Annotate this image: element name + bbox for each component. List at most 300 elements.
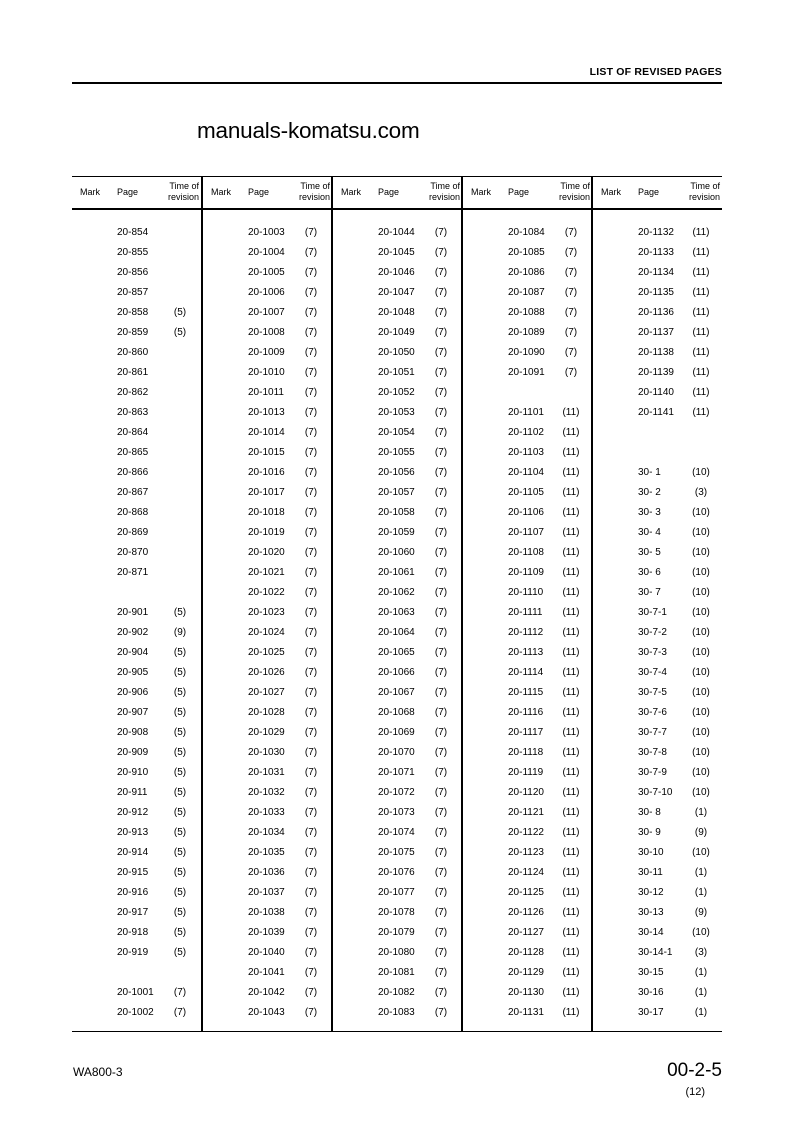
mark-header: Mark	[211, 187, 231, 197]
table-row	[72, 807, 202, 821]
page-cell: 20-1119	[508, 767, 544, 778]
table-row	[463, 707, 593, 721]
revision-cell: (7)	[304, 747, 318, 758]
page-cell: 20-1009	[248, 347, 285, 358]
page-cell: 30-7-8	[638, 747, 667, 758]
revision-cell: (7)	[434, 527, 448, 538]
table-row	[333, 367, 463, 381]
table-row	[333, 647, 463, 661]
page-cell: 20-1002	[117, 1007, 154, 1018]
revision-cell: (5)	[173, 667, 187, 678]
page-cell: 20-1061	[378, 567, 415, 578]
table-row	[203, 447, 333, 461]
page-cell: 20-909	[117, 747, 149, 758]
table-row	[333, 407, 463, 421]
revision-cell: (10)	[692, 927, 710, 938]
table-row	[333, 747, 463, 761]
page-cell: 20-855	[117, 247, 149, 258]
table-row	[463, 407, 593, 421]
table-row	[593, 987, 723, 1001]
page-cell: 20-1020	[248, 547, 285, 558]
table-row	[203, 747, 333, 761]
time-of-revision-header	[168, 181, 199, 203]
page-cell: 20-867	[117, 487, 149, 498]
table-row	[463, 667, 593, 681]
revision-cell: (7)	[434, 807, 448, 818]
revision-cell: (7)	[434, 687, 448, 698]
page-cell: 20-1120	[508, 787, 544, 798]
table-row	[203, 527, 333, 541]
revision-cell: (11)	[562, 907, 580, 918]
time-of-revision-header	[299, 181, 330, 203]
revision-cell: (11)	[562, 567, 580, 578]
table-row	[72, 707, 202, 721]
page-cell: 20-1039	[248, 927, 285, 938]
page-cell: 20-870	[117, 547, 149, 558]
table-row	[333, 567, 463, 581]
table-row	[333, 447, 463, 461]
revision-cell: (7)	[173, 987, 187, 998]
page-cell: 20-1127	[508, 927, 544, 938]
time-header-line1: Time of	[300, 181, 330, 191]
table-row	[72, 327, 202, 341]
revision-cell: (7)	[304, 287, 318, 298]
page-header: Page	[248, 187, 270, 197]
revision-cell: (11)	[562, 447, 580, 458]
footer-model: WA800-3	[73, 1065, 123, 1079]
revision-cell: (5)	[173, 307, 187, 318]
page-cell: 20-871	[117, 567, 149, 578]
revision-cell: (11)	[562, 627, 580, 638]
table-row	[203, 367, 333, 381]
revision-cell: (7)	[304, 787, 318, 798]
revision-cell: (7)	[304, 327, 318, 338]
page-header: Page	[508, 187, 530, 197]
revision-cell: (7)	[434, 227, 448, 238]
time-header-line2: revision	[558, 192, 590, 202]
revision-cell: (7)	[434, 547, 448, 558]
table-row	[72, 507, 202, 521]
revision-cell: (7)	[434, 467, 448, 478]
revision-cell: (7)	[564, 347, 578, 358]
page-cell: 20-1038	[248, 907, 285, 918]
table-row	[72, 907, 202, 921]
table-row	[203, 707, 333, 721]
revision-cell: (7)	[434, 347, 448, 358]
table-row	[463, 427, 593, 441]
revision-cell: (7)	[564, 267, 578, 278]
table-row	[463, 227, 593, 241]
page-cell: 20-854	[117, 227, 149, 238]
page-cell: 20-1070	[378, 747, 415, 758]
revision-cell: (11)	[562, 667, 580, 678]
table-row	[593, 767, 723, 781]
table-row	[203, 467, 333, 481]
column-group	[201, 177, 333, 1031]
revision-cell: (7)	[304, 267, 318, 278]
table-row	[333, 807, 463, 821]
table-row	[72, 347, 202, 361]
table-row	[463, 547, 593, 561]
table-row	[593, 787, 723, 801]
watermark: manuals-komatsu.com	[197, 118, 420, 143]
table-row	[463, 687, 593, 701]
revision-cell: (7)	[304, 667, 318, 678]
table-row	[333, 487, 463, 501]
revision-cell: (9)	[694, 907, 708, 918]
page-cell: 30- 3	[638, 507, 661, 518]
page-cell: 20-1139	[638, 367, 674, 378]
table-row	[463, 827, 593, 841]
revision-cell: (5)	[173, 327, 187, 338]
table-row	[72, 887, 202, 901]
column-header	[333, 177, 463, 208]
revision-cell: (7)	[304, 307, 318, 318]
page-cell: 20-1133	[638, 247, 674, 258]
page-cell: 20-1029	[248, 727, 285, 738]
table-row	[593, 667, 723, 681]
table-row	[593, 467, 723, 481]
revision-cell: (7)	[434, 707, 448, 718]
revision-cell: (7)	[434, 907, 448, 918]
page-cell: 20-1102	[508, 427, 544, 438]
page-cell: 20-1006	[248, 287, 285, 298]
page-cell: 20-1001	[117, 987, 154, 998]
table-row	[463, 327, 593, 341]
table-row	[593, 747, 723, 761]
page-cell: 20-1023	[248, 607, 285, 618]
revision-cell: (1)	[694, 967, 708, 978]
column-header	[593, 177, 723, 208]
revision-cell: (7)	[304, 647, 318, 658]
revised-pages-table	[72, 176, 722, 1032]
table-row	[333, 387, 463, 401]
table-row	[333, 467, 463, 481]
page-cell: 20-1021	[248, 567, 285, 578]
page-cell: 20-1008	[248, 327, 285, 338]
revision-cell: (5)	[173, 887, 187, 898]
table-row	[72, 487, 202, 501]
table-row	[463, 727, 593, 741]
table-row	[72, 967, 202, 981]
revision-cell: (7)	[173, 1007, 187, 1018]
table-row	[72, 447, 202, 461]
revision-cell: (7)	[434, 407, 448, 418]
revision-cell: (11)	[562, 707, 580, 718]
page-cell: 20-862	[117, 387, 149, 398]
table-row	[463, 1007, 593, 1021]
page-cell: 20-1141	[638, 407, 674, 418]
page-cell: 20-1022	[248, 587, 285, 598]
revision-cell: (11)	[562, 587, 580, 598]
table-row	[72, 747, 202, 761]
table-row	[463, 887, 593, 901]
table-row	[203, 507, 333, 521]
page-cell: 20-1065	[378, 647, 415, 658]
page-cell: 20-1037	[248, 887, 285, 898]
page-cell: 20-1130	[508, 987, 544, 998]
table-row	[593, 907, 723, 921]
revision-cell: (1)	[694, 1007, 708, 1018]
time-header-line2: revision	[428, 192, 460, 202]
revision-cell: (7)	[304, 487, 318, 498]
table-row	[72, 227, 202, 241]
time-header-line1: Time of	[690, 181, 720, 191]
revision-cell: (11)	[562, 767, 580, 778]
page-cell: 20-916	[117, 887, 149, 898]
page-cell: 20-1069	[378, 727, 415, 738]
page-cell: 30-7-5	[638, 687, 667, 698]
table-row	[203, 627, 333, 641]
revision-cell: (11)	[562, 747, 580, 758]
table-row	[593, 967, 723, 981]
table-row	[203, 947, 333, 961]
revision-cell: (7)	[304, 827, 318, 838]
table-row	[593, 707, 723, 721]
revision-cell: (11)	[692, 387, 710, 398]
page-cell: 20-1104	[508, 467, 544, 478]
revision-cell: (7)	[304, 607, 318, 618]
table-row	[463, 347, 593, 361]
page-cell: 20-1090	[508, 347, 545, 358]
revision-cell: (10)	[692, 527, 710, 538]
revision-cell: (5)	[173, 747, 187, 758]
table-row	[593, 387, 723, 401]
page-cell: 30-15	[638, 967, 664, 978]
page-cell: 20-901	[117, 607, 149, 618]
table-row	[72, 727, 202, 741]
table-row	[593, 567, 723, 581]
page-cell: 20-1077	[378, 887, 415, 898]
table-row	[203, 547, 333, 561]
time-header-line2: revision	[167, 192, 199, 202]
page-cell: 20-1068	[378, 707, 415, 718]
page-cell: 20-1075	[378, 847, 415, 858]
page-cell: 20-1014	[248, 427, 285, 438]
revision-cell: (7)	[304, 727, 318, 738]
table-row	[463, 387, 593, 401]
table-row	[203, 607, 333, 621]
page-cell: 30- 7	[638, 587, 661, 598]
revision-cell: (5)	[173, 947, 187, 958]
revision-cell: (11)	[562, 1007, 580, 1018]
table-row	[593, 587, 723, 601]
revision-cell: (5)	[173, 827, 187, 838]
page-cell: 30- 9	[638, 827, 661, 838]
table-row	[593, 307, 723, 321]
page-cell: 20-1088	[508, 307, 545, 318]
table-row	[333, 547, 463, 561]
table-row	[203, 667, 333, 681]
revision-cell: (5)	[173, 707, 187, 718]
revision-cell: (7)	[304, 247, 318, 258]
revision-cell: (10)	[692, 787, 710, 798]
page-cell: 20-1053	[378, 407, 415, 418]
revision-cell: (7)	[304, 447, 318, 458]
revision-cell: (11)	[562, 827, 580, 838]
table-row	[593, 327, 723, 341]
page-header: Page	[378, 187, 400, 197]
page-cell: 20-1080	[378, 947, 415, 958]
page-cell: 20-1112	[508, 627, 544, 638]
table-row	[203, 847, 333, 861]
page-cell: 30-13	[638, 907, 664, 918]
page-cell: 20-1078	[378, 907, 415, 918]
table-row	[203, 1007, 333, 1021]
revision-cell: (11)	[562, 427, 580, 438]
revision-cell: (11)	[562, 867, 580, 878]
page-cell: 20-1042	[248, 987, 285, 998]
revision-cell: (10)	[692, 547, 710, 558]
page-cell: 20-914	[117, 847, 149, 858]
revision-cell: (11)	[692, 287, 710, 298]
table-row	[593, 647, 723, 661]
page-cell: 20-1047	[378, 287, 415, 298]
revision-cell: (1)	[694, 887, 708, 898]
page-cell: 20-1058	[378, 507, 415, 518]
page-cell: 20-1018	[248, 507, 285, 518]
page-cell: 20-863	[117, 407, 149, 418]
table-row	[203, 887, 333, 901]
revision-cell: (11)	[562, 847, 580, 858]
page-cell: 20-1114	[508, 667, 544, 678]
table-row	[463, 747, 593, 761]
revision-cell: (11)	[562, 687, 580, 698]
table-row	[333, 727, 463, 741]
revision-cell: (10)	[692, 767, 710, 778]
page-cell: 20-1060	[378, 547, 415, 558]
time-header-line1: Time of	[430, 181, 460, 191]
page-cell: 20-1046	[378, 267, 415, 278]
page-cell: 20-1118	[508, 747, 544, 758]
revision-cell: (1)	[694, 987, 708, 998]
table-row	[463, 907, 593, 921]
table-row	[593, 267, 723, 281]
table-row	[72, 467, 202, 481]
header-rule	[72, 82, 722, 84]
table-row	[333, 1007, 463, 1021]
revision-cell: (7)	[564, 287, 578, 298]
revision-cell: (11)	[562, 647, 580, 658]
page-cell: 20-910	[117, 767, 149, 778]
revision-cell: (7)	[304, 527, 318, 538]
revision-cell: (3)	[694, 947, 708, 958]
table-row	[463, 987, 593, 1001]
page-cell: 20-1016	[248, 467, 285, 478]
revision-cell: (11)	[562, 727, 580, 738]
page-cell: 20-1121	[508, 807, 544, 818]
page-cell: 20-1072	[378, 787, 415, 798]
time-of-revision-header	[559, 181, 590, 203]
page-cell: 30-7-2	[638, 627, 667, 638]
page-cell: 20-1007	[248, 307, 285, 318]
revision-cell: (11)	[562, 787, 580, 798]
table-row	[333, 307, 463, 321]
revision-cell: (7)	[304, 227, 318, 238]
table-row	[463, 627, 593, 641]
revision-cell: (10)	[692, 847, 710, 858]
revision-cell: (11)	[562, 927, 580, 938]
revision-cell: (7)	[434, 647, 448, 658]
table-row	[593, 847, 723, 861]
footer-revision: (12)	[685, 1086, 705, 1098]
page-cell: 20-1057	[378, 487, 415, 498]
page-cell: 20-919	[117, 947, 149, 958]
page-cell: 20-907	[117, 707, 149, 718]
page-cell: 30-14	[638, 927, 664, 938]
table-row	[333, 827, 463, 841]
revision-cell: (7)	[434, 247, 448, 258]
page-cell: 30-7-7	[638, 727, 667, 738]
revision-cell: (11)	[562, 407, 580, 418]
revision-cell: (7)	[434, 487, 448, 498]
page-cell: 30-11	[638, 867, 663, 878]
table-row	[72, 987, 202, 1001]
page-cell: 20-1134	[638, 267, 674, 278]
table-row	[333, 627, 463, 641]
table-row	[72, 247, 202, 261]
page-cell: 20-1004	[248, 247, 285, 258]
table-row	[593, 247, 723, 261]
page-cell: 20-1111	[508, 607, 543, 618]
revision-cell: (11)	[692, 367, 710, 378]
page-cell: 20-1040	[248, 947, 285, 958]
revision-cell: (7)	[434, 887, 448, 898]
table-row	[593, 427, 723, 441]
page-cell: 20-1131	[508, 1007, 544, 1018]
page-cell: 20-1140	[638, 387, 674, 398]
table-row	[72, 1007, 202, 1021]
table-row	[203, 787, 333, 801]
revision-cell: (7)	[304, 1007, 318, 1018]
page-cell: 30- 1	[638, 467, 661, 478]
table-row	[463, 267, 593, 281]
revision-cell: (5)	[173, 647, 187, 658]
table-row	[203, 347, 333, 361]
revision-cell: (5)	[173, 807, 187, 818]
revision-cell: (7)	[564, 247, 578, 258]
page-cell: 20-1086	[508, 267, 545, 278]
table-row	[593, 527, 723, 541]
table-row	[72, 567, 202, 581]
page-cell: 20-1128	[508, 947, 544, 958]
revision-cell: (7)	[434, 287, 448, 298]
column-header	[72, 177, 202, 208]
table-row	[593, 1007, 723, 1021]
table-row	[463, 527, 593, 541]
page-cell: 20-1027	[248, 687, 285, 698]
revision-cell: (11)	[562, 947, 580, 958]
mark-header: Mark	[601, 187, 621, 197]
page-cell: 20-1059	[378, 527, 415, 538]
revision-cell: (10)	[692, 627, 710, 638]
page-cell: 20-1123	[508, 847, 544, 858]
page-cell: 20-1073	[378, 807, 415, 818]
page-cell: 20-1034	[248, 827, 285, 838]
revision-cell: (7)	[434, 847, 448, 858]
page-cell: 20-1137	[638, 327, 674, 338]
revision-cell: (10)	[692, 507, 710, 518]
page-cell: 20-1052	[378, 387, 415, 398]
page-cell: 20-1085	[508, 247, 545, 258]
page-cell: 20-1054	[378, 427, 415, 438]
time-of-revision-header	[429, 181, 460, 203]
page-cell: 20-1079	[378, 927, 415, 938]
table-row	[333, 767, 463, 781]
page-cell: 20-864	[117, 427, 149, 438]
page-cell: 20-1132	[638, 227, 674, 238]
page-cell: 30-7-4	[638, 667, 667, 678]
